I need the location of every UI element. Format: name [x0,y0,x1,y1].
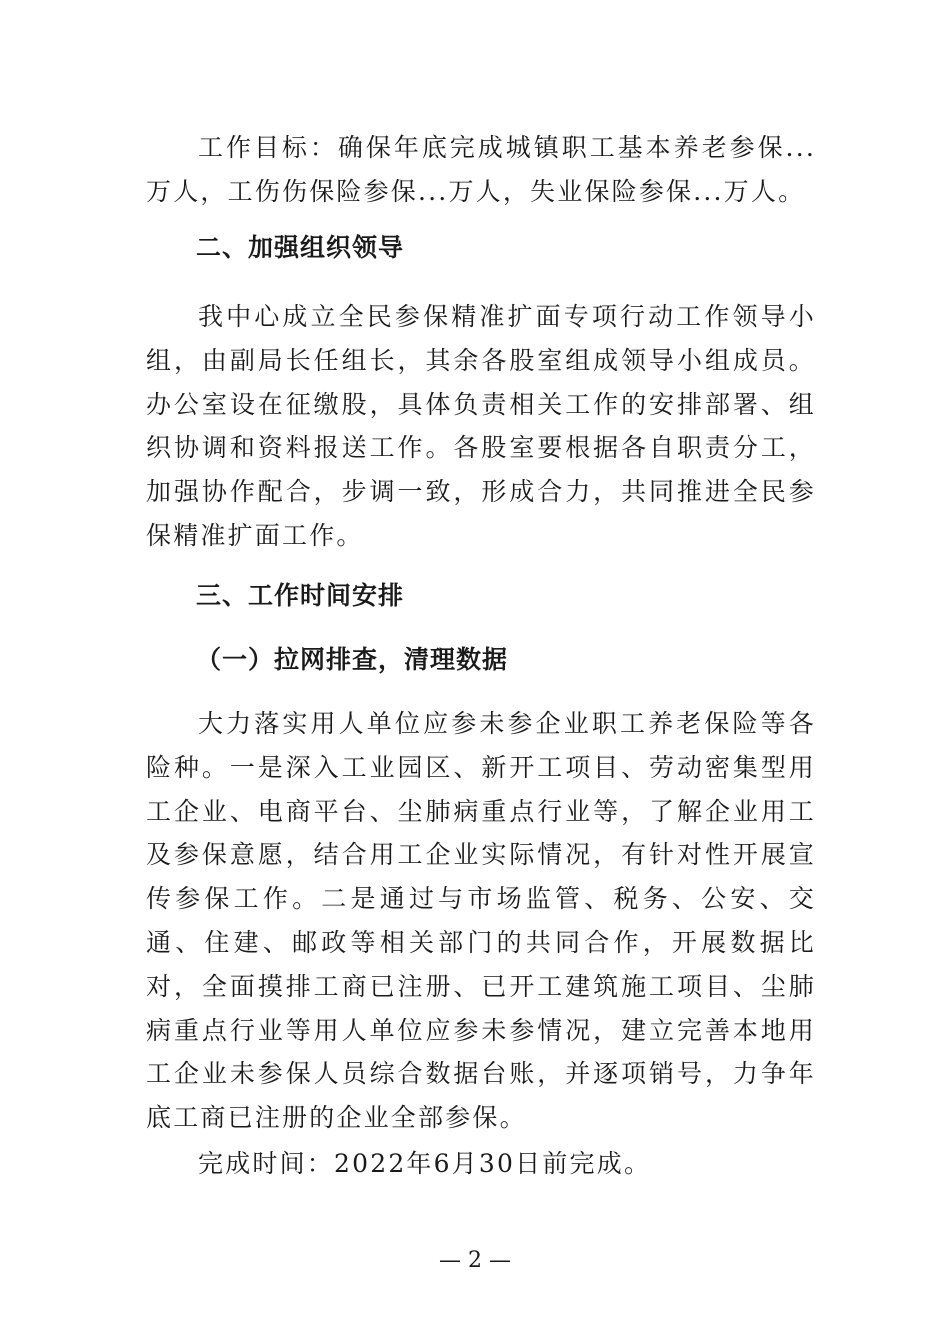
section-heading-schedule: 三、工作时间安排 [196,581,405,610]
paragraph-work-goal: 工作目标：确保年底完成城镇职工基本养老参保...万人，工伤伤保险参保...万人，失业保险参保...万人。 [146,133,816,206]
subsection-heading-data-check: （一）拉网排查，清理数据 [196,645,509,674]
paragraph-data-check: 大力落实用人单位应参未参企业职工养老保险等各险种。一是深入工业园区、新开工项目、劳动密集型用工企业、电商平台、尘肺病重点行业等，了解企业用工及参保意愿，结合用工企业实际情况，有针对性开展宣传参保工作。二是通过与市场监管、税务、公安、交通、住建、邮政等相关部门的共同合作，开展数据比对，全面摸排工商已注册、已开工建筑施工项目、尘肺病重点行业等用人单位应参未参情况，建立完善本地用工企业未参保人员综合数据台账，并逐项销号，力争年底工商已注册的企业全部参保。 [146,709,816,1133]
paragraph-organization: 我中心成立全民参保精准扩面专项行动工作领导小组，由副局长任组长，其余各股室组成领导小组成员。办公室设在征缴股，具体负责相关工作的安排部署、组织协调和资料报送工作。各股室要根据各自职责分工，加强协作配合，步调一致，形成合力，共同推进全民参保精准扩面工作。 [146,302,816,550]
paragraph-deadline: 完成时间：2022年6月30日前完成。 [198,1149,652,1178]
page-number: — 2 — [439,1248,511,1273]
section-heading-organization: 二、加强组织领导 [196,233,405,262]
